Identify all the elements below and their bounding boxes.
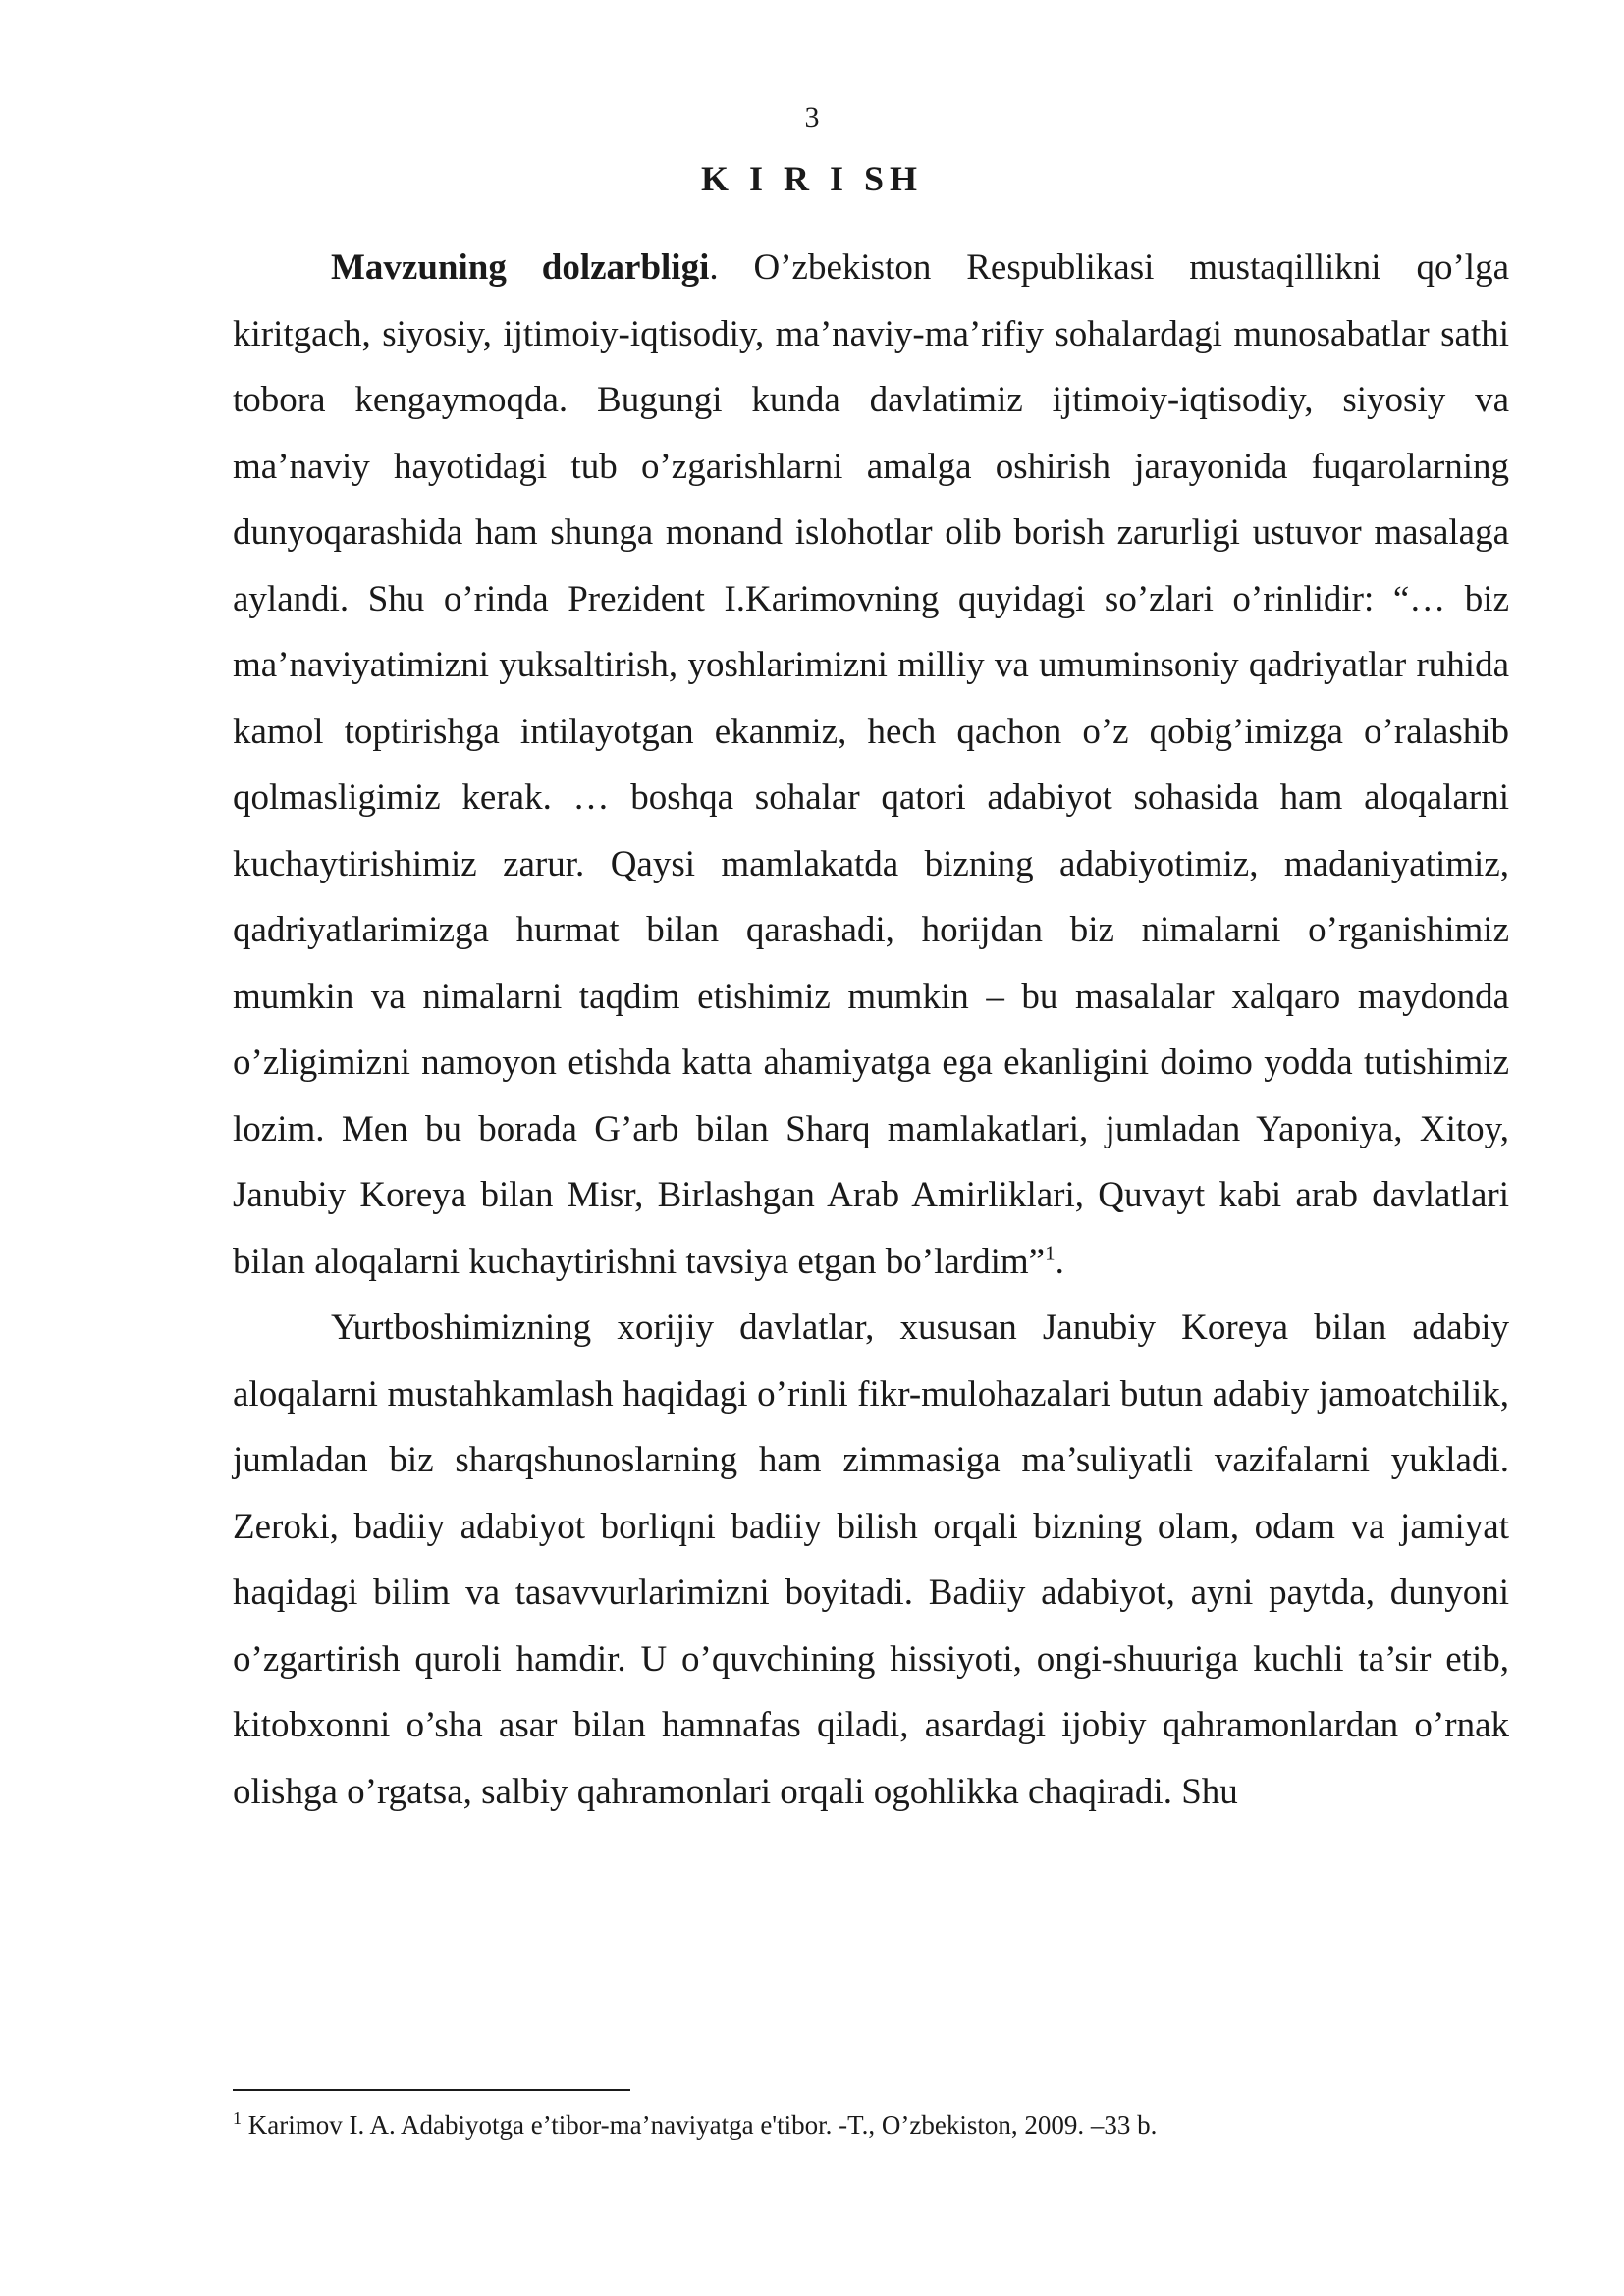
footnote bbox=[233, 2106, 1509, 2145]
page-number: 3 bbox=[804, 101, 820, 133]
section-heading: K I R I SH bbox=[700, 159, 924, 198]
paragraph-1-end: . bbox=[1055, 1241, 1064, 1282]
paragraph-1-text: . O’zbekiston Respublikasi mustaqillikni qo’lga kiritgach, siyosiy, ijtimoiy-iqtisodiy, ma’naviy-ma’rifiy sohalardagi munosabatlar sathi tobora kengaymoqda. Bugungi kunda davlatimiz ijtimoiy-iqtisodiy, siyosiy va ma’naviy hayotidagi tub o’zgarishlarni amalga oshirish jarayonida fuqarolarning dunyoqarashida ham shunga monand islohotlar olib borish zarurligi ustuvor masalaga aylandi. Shu o’rinda Prezident I.Karimovning quyidagi so’zlari o’rinlidir: “… biz ma’naviyatimizni yuksaltirish, yoshlarimizni milliy va umuminsoniy qadriyatlar ruhida kamol toptirishga intilayotgan ekanmiz, hech qachon o’z qobig’imizga o’ralashib qolmasligimiz kerak. … boshqa sohalar qatori adabiyot sohasida ham aloqalarni kuchaytirishimiz zarur. Qaysi mamlakatda bizning adabiyotimiz, madaniyatimiz, qadriyatlarimizga hurmat bilan qarashadi, horijdan biz nimalarni o’rganishimiz mumkin va nimalarni taqdim etishimiz mumkin – bu masalalar xalqaro maydonda o’zligimizni namoyon etishda katta ahamiyatga ega ekanligini doimo yodda tutishimiz lozim. Men bu borada G’arb bilan Sharq mamlakatlari, jumladan Yaponiya, Xitoy, Janubiy Koreya bilan Misr, Birlashgan Arab Amirliklari, Quvayt kabi arab davlatlari bilan aloqalarni kuchaytirishni tavsiya etgan bo’lardim” bbox=[233, 247, 1509, 1282]
footnote-marker: 1 bbox=[233, 2109, 242, 2128]
footnote-text: Karimov I. A. Adabiyotga e’tibor-ma’naviyatga e'tibor. -T., O’zbekiston, 2009. –33 b. bbox=[242, 2110, 1158, 2140]
footnote-divider bbox=[233, 2089, 630, 2091]
paragraph-1 bbox=[233, 235, 1509, 1295]
footnote-reference: 1 bbox=[1045, 1241, 1056, 1265]
paragraph-lead: Mavzuning dolzarbligi bbox=[331, 247, 710, 288]
body-text bbox=[233, 235, 1509, 1825]
paragraph-2: Yurtboshimizning xorijiy davlatlar, xususan Janubiy Koreya bilan adabiy aloqalarni mustahkamlash haqidagi o’rinli fikr-mulohazalari butun adabiy jamoatchilik, jumladan biz sharqshunoslarning ham zimmasiga ma’suliyatli vazifalarni yukladi. Zeroki, badiiy adabiyot borliqni badiiy bilish orqali bizning olam, odam va jamiyat haqidagi bilim va tasavvurlarimizni boyitadi. Badiiy adabiyot, ayni paytda, dunyoni o’zgartirish quroli hamdir. U o’quvchining hissiyoti, ongi-shuuriga kuchli ta’sir etib, kitobxonni o’sha asar bilan hamnafas qiladi, asardagi ijobiy qahramonlardan o’rnak olishga o’rgatsa, salbiy qahramonlari orqali ogohlikka chaqiradi. Shu bbox=[233, 1308, 1509, 1812]
